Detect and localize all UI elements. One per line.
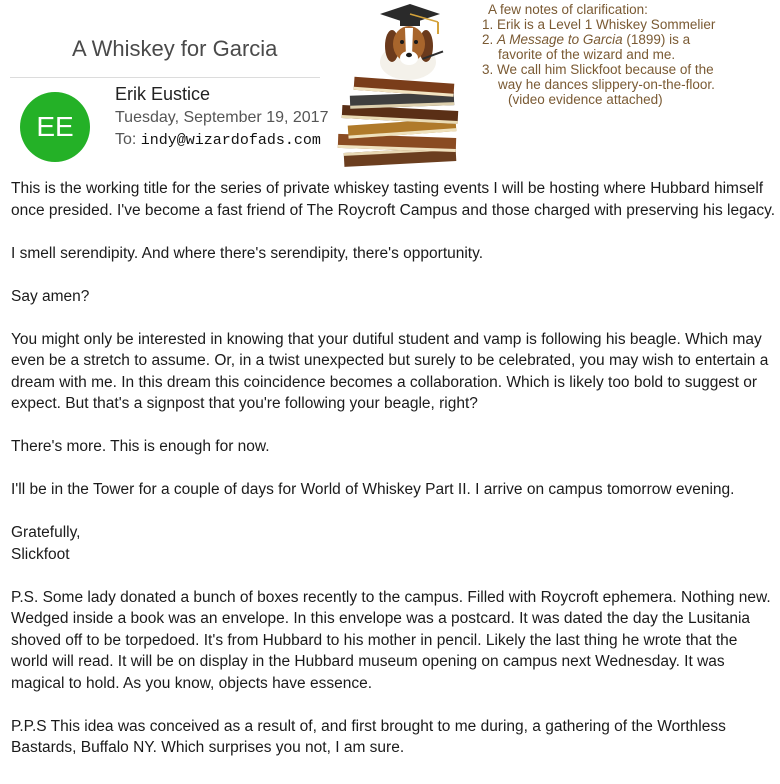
sender-avatar[interactable]	[20, 92, 90, 162]
sender-name[interactable]: Erik Eustice	[115, 84, 211, 104]
body-paragraph-6: I'll be in the Tower for a couple of days for World of Whiskey Part II. I arrive on campus tomorrow evening.	[11, 481, 735, 498]
beagle-books-illustration	[330, 0, 470, 180]
note-item-2-continuation: favorite of the wizard and me.	[498, 47, 676, 62]
note-item-2-title: A Message to Garcia	[497, 32, 623, 47]
email-body	[11, 178, 777, 780]
to-label: To:	[115, 131, 137, 148]
postscript: P.S. Some lady donated a bunch of boxes recently to the campus. Filled with Roycroft ephemera. Nothing new. Wedged inside a book was an envelope. In this envelope was a postcard. It was dated the day the Lusitania shoved off to be torpedoed. It's from Hubbard to his mother in pencil. Likely the last thing he wrote that the world will read. It will be on display in the Hubbard museum opening on campus next Wednesday. It was magical to hold. As you know, objects have essence.	[11, 588, 771, 692]
recipient-row	[115, 131, 321, 149]
post-postscript: P.P.S This idea was conceived as a result of, and first brought to me during, a gathering of the Worthless Bastards, Buffalo NY. Which surprises you not, I am sure.	[11, 717, 726, 756]
note-item-1: 1. Erik is a Level 1 Whiskey Sommelier	[482, 17, 716, 32]
book-stack	[338, 77, 458, 167]
header-divider	[10, 77, 320, 78]
body-paragraph-4: You might only be interested in knowing that your dutiful student and vamp is following his beagle. Which may even be a stretch to assume. Or, in a twist unexpected but surely to be celebrated, you may wish to entertain a dream with me. In this dream this coincidence becomes a collaboration. Which is likely too bold to suggest or expect. But that's a signpost that you're following your beagle, right?	[11, 330, 769, 412]
note-item-2-text: (1899) is a	[626, 32, 691, 47]
note-item-3	[468, 62, 778, 92]
note-item-2-number: 2.	[482, 32, 494, 47]
sign-off: Gratefully,	[11, 524, 81, 541]
body-paragraph-5: There's more. This is enough for now.	[11, 438, 270, 455]
body-paragraph-2: I smell serendipity. And where there's serendipity, there's opportunity.	[11, 244, 484, 262]
note-item-3-line-2: way he dances slippery-on-the-floor.	[498, 77, 715, 92]
note-item-3-video: (video evidence attached)	[508, 92, 663, 107]
signature-block	[11, 522, 777, 565]
recipient-address[interactable]: indy@wizardofads.com	[140, 132, 321, 149]
clarification-notes	[468, 2, 778, 107]
note-item-2	[468, 32, 778, 62]
avatar-initials: EE	[36, 111, 74, 142]
body-paragraph-1: This is the working title for the series of private whiskey tasting events I will be hosting where Hubbard himself once presided. I've become a fast friend of The Roycroft Campus and those charged with preserving his legacy.	[11, 180, 776, 219]
beagle	[380, 26, 443, 80]
signature: Slickfoot	[11, 545, 70, 563]
email-subject: A Whiskey for Garcia	[72, 36, 278, 61]
body-paragraph-3: Say amen?	[11, 287, 90, 305]
notes-intro: A few notes of clarification:	[488, 2, 648, 17]
note-item-3-line-1: 3. We call him Slickfoot because of the	[482, 62, 714, 77]
sent-date: Tuesday, September 19, 2017	[115, 109, 329, 126]
